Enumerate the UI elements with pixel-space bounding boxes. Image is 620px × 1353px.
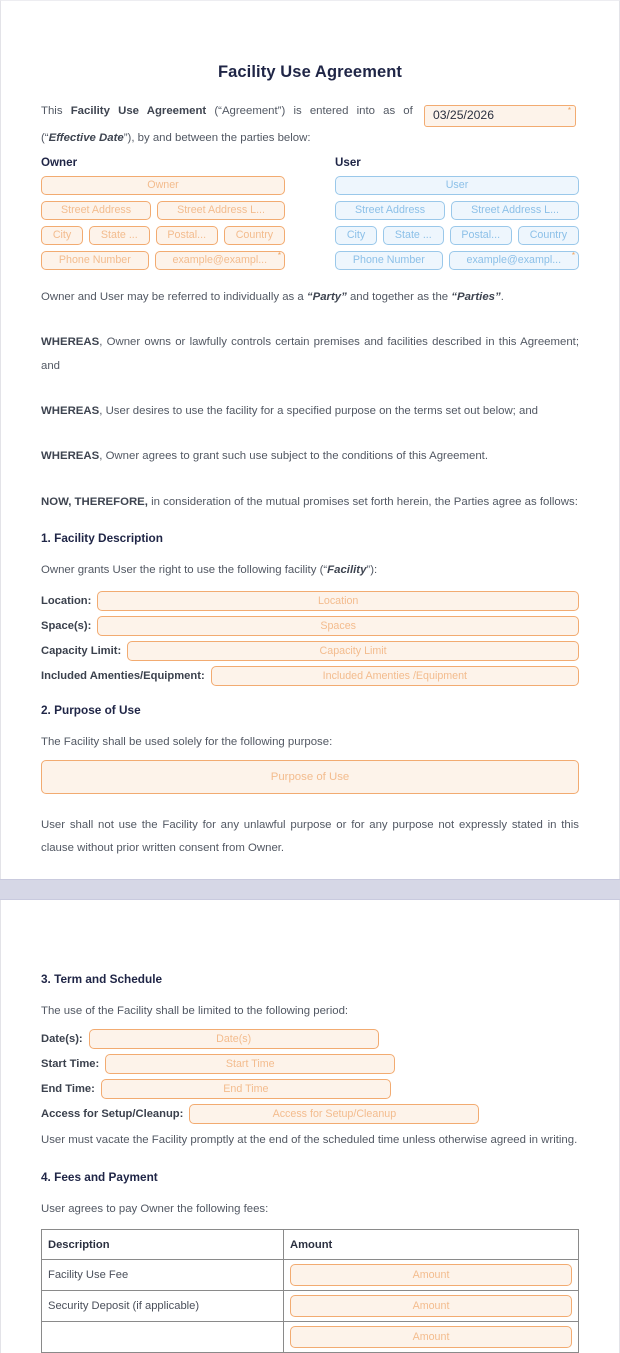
owner-locality-row xyxy=(41,226,285,245)
owner-email-placeholder: example@exampl... xyxy=(172,254,268,267)
facility-intro-paragraph xyxy=(41,559,579,582)
fees-header-description: Description xyxy=(42,1230,284,1260)
recital-text: in consideration of the mutual promises set forth herein, the Parties agree as follows: xyxy=(147,495,578,508)
term-end-time-input[interactable]: End Time xyxy=(101,1079,391,1099)
owner-postal-input[interactable]: Postal... xyxy=(156,226,218,245)
user-contact-row xyxy=(335,251,579,270)
facility-spaces-input[interactable]: Spaces xyxy=(97,616,579,636)
facility-amenities-input[interactable]: Included Amenties /Equipment xyxy=(211,666,579,686)
fees-intro-paragraph: User agrees to pay Owner the following fees: xyxy=(41,1202,269,1215)
fee-amount-input[interactable]: Amount xyxy=(290,1264,572,1286)
owner-phone-input[interactable]: Phone Number xyxy=(41,251,149,270)
fee-amount-cell xyxy=(284,1291,579,1322)
owner-contact-row xyxy=(41,251,285,270)
parties-term: “Parties” xyxy=(451,290,501,303)
intro-after-open: (“ xyxy=(41,131,49,144)
user-street-row xyxy=(335,201,579,220)
page-title: Facility Use Agreement xyxy=(217,63,403,81)
facility-amenities-label: Included Amenties/Equipment: xyxy=(41,669,205,682)
required-asterisk-icon: * xyxy=(567,105,571,115)
fees-header-amount: Amount xyxy=(284,1230,579,1260)
term-start-time-label: Start Time: xyxy=(41,1058,100,1071)
owner-heading: Owner xyxy=(41,155,78,169)
owner-name-row xyxy=(41,176,285,195)
owner-name-input[interactable]: Owner xyxy=(41,176,285,195)
term-note-paragraph: User must vacate the Facility promptly at the end of the scheduled time unless otherwise agreed in writing. xyxy=(41,1134,578,1147)
term-dates-row xyxy=(41,1029,579,1049)
facility-location-row xyxy=(41,591,579,611)
fee-amount-cell xyxy=(284,1260,579,1291)
term-start-time-input[interactable]: Start Time xyxy=(105,1054,395,1074)
term-start-time-row xyxy=(41,1054,579,1074)
user-email-input[interactable] xyxy=(449,251,579,270)
fee-description-facility-use-fee: Facility Use Fee xyxy=(42,1260,284,1291)
recital-4 xyxy=(41,491,579,514)
purpose-note-paragraph: User shall not use the Facility for any unlawful purpose or for any purpose not expressly stated in this clause without prior written consent from Owner. xyxy=(41,818,579,855)
agreement-quote: (“Agreement”) xyxy=(214,105,286,117)
user-email-placeholder: example@exampl... xyxy=(466,254,562,267)
owner-street-row xyxy=(41,201,285,220)
term-end-time-row xyxy=(41,1079,579,1099)
required-asterisk-icon: * xyxy=(277,250,281,260)
user-street1-input[interactable]: Street Address xyxy=(335,201,445,220)
user-street2-input[interactable]: Street Address L... xyxy=(451,201,579,220)
facility-location-label: Location: xyxy=(41,594,92,607)
facility-capacity-row xyxy=(41,641,579,661)
user-column xyxy=(335,156,579,276)
term-access-label: Access for Setup/Cleanup: xyxy=(41,1108,184,1121)
effective-date-input[interactable] xyxy=(424,105,576,127)
term-access-input[interactable]: Access for Setup/Cleanup xyxy=(189,1104,479,1124)
owner-country-input[interactable]: Country xyxy=(224,226,285,245)
term-dates-label: Date(s): xyxy=(41,1033,83,1046)
facility-capacity-input[interactable]: Capacity Limit xyxy=(127,641,579,661)
agreement-name: Facility Use Agreement xyxy=(70,105,207,117)
user-postal-input[interactable]: Postal... xyxy=(450,226,512,245)
owner-column xyxy=(41,156,285,276)
section-heading-fees-and-payment: 4. Fees and Payment xyxy=(41,1169,158,1184)
owner-street2-input[interactable]: Street Address L... xyxy=(157,201,285,220)
section-heading-purpose-of-use: 2. Purpose of Use xyxy=(41,702,141,717)
facility-term: Facility xyxy=(327,564,367,577)
user-country-input[interactable]: Country xyxy=(518,226,579,245)
table-row xyxy=(42,1291,579,1322)
recital-lead: NOW, THEREFORE, xyxy=(41,495,148,508)
recital-text: , Owner agrees to grant such use subject to the conditions of this Agreement. xyxy=(99,450,489,463)
facility-intro-pre: Owner grants User the right to use the following facility (“ xyxy=(41,564,328,577)
owner-city-input[interactable]: City xyxy=(41,226,83,245)
fee-description-empty xyxy=(42,1322,284,1353)
term-intro-paragraph: The use of the Facility shall be limited to the following period: xyxy=(41,1005,349,1017)
section-heading-term-and-schedule: 3. Term and Schedule xyxy=(41,972,163,986)
user-city-input[interactable]: City xyxy=(335,226,377,245)
fees-table xyxy=(41,1229,579,1353)
party-note-end: . xyxy=(500,290,504,303)
fee-amount-input[interactable]: Amount xyxy=(290,1295,572,1317)
intro-mid: is entered into as of xyxy=(293,105,413,117)
party-note-pre: Owner and User may be referred to individually as a xyxy=(41,290,307,303)
recital-lead: WHEREAS xyxy=(41,336,100,349)
fee-amount-input[interactable]: Amount xyxy=(290,1326,572,1348)
user-name-input[interactable]: User xyxy=(335,176,579,195)
recital-lead: WHEREAS xyxy=(41,450,100,463)
recital-3 xyxy=(41,445,579,468)
recital-2 xyxy=(41,400,579,423)
facility-intro-post: ”): xyxy=(366,564,378,577)
intro-paragraph xyxy=(41,100,579,150)
owner-email-input[interactable] xyxy=(155,251,285,270)
effective-date-value: 03/25/2026 xyxy=(432,108,494,122)
section-heading-facility-description: 1. Facility Description xyxy=(41,531,163,546)
term-dates-input[interactable]: Date(s) xyxy=(89,1029,379,1049)
party-note-mid: and together as the xyxy=(346,290,452,303)
owner-state-input[interactable]: State ... xyxy=(89,226,150,245)
owner-street1-input[interactable]: Street Address xyxy=(41,201,151,220)
user-phone-input[interactable]: Phone Number xyxy=(335,251,443,270)
term-access-row xyxy=(41,1104,579,1124)
purpose-intro-paragraph: The Facility shall be used solely for the following purpose: xyxy=(41,735,333,748)
facility-spaces-label: Space(s): xyxy=(41,619,92,632)
recital-1 xyxy=(41,331,579,378)
facility-capacity-label: Capacity Limit: xyxy=(41,644,122,657)
page-break-divider xyxy=(0,879,620,900)
recital-text: , User desires to use the facility for a specified purpose on the terms set out below; and xyxy=(99,405,539,417)
effective-date-term: Effective Date xyxy=(48,131,124,144)
intro-lead: This xyxy=(41,105,63,117)
table-row xyxy=(42,1260,579,1291)
party-term: “Party” xyxy=(306,290,347,303)
user-locality-row xyxy=(335,226,579,245)
user-name-row xyxy=(335,176,579,195)
required-asterisk-icon: * xyxy=(571,250,575,260)
recital-text: , Owner owns or lawfully controls certain premises and facilities described in this Agreement; and xyxy=(41,336,579,372)
party-definition-paragraph xyxy=(41,286,579,309)
facility-spaces-row xyxy=(41,616,579,636)
fee-amount-cell xyxy=(284,1322,579,1353)
parties-block xyxy=(41,156,579,276)
user-state-input[interactable]: State ... xyxy=(383,226,444,245)
intro-after-close: ”), by and between the parties below: xyxy=(123,131,311,144)
facility-location-input[interactable]: Location xyxy=(97,591,579,611)
table-row xyxy=(42,1322,579,1353)
user-heading: User xyxy=(335,155,361,169)
fee-description-security-deposit: Security Deposit (if applicable) xyxy=(42,1291,284,1322)
facility-amenities-row xyxy=(41,666,579,686)
table-header-row xyxy=(42,1230,579,1260)
purpose-of-use-textarea[interactable]: Purpose of Use xyxy=(41,760,579,794)
document-page-2 xyxy=(0,900,620,1353)
term-end-time-label: End Time: xyxy=(41,1083,95,1096)
recital-lead: WHEREAS xyxy=(41,405,100,417)
